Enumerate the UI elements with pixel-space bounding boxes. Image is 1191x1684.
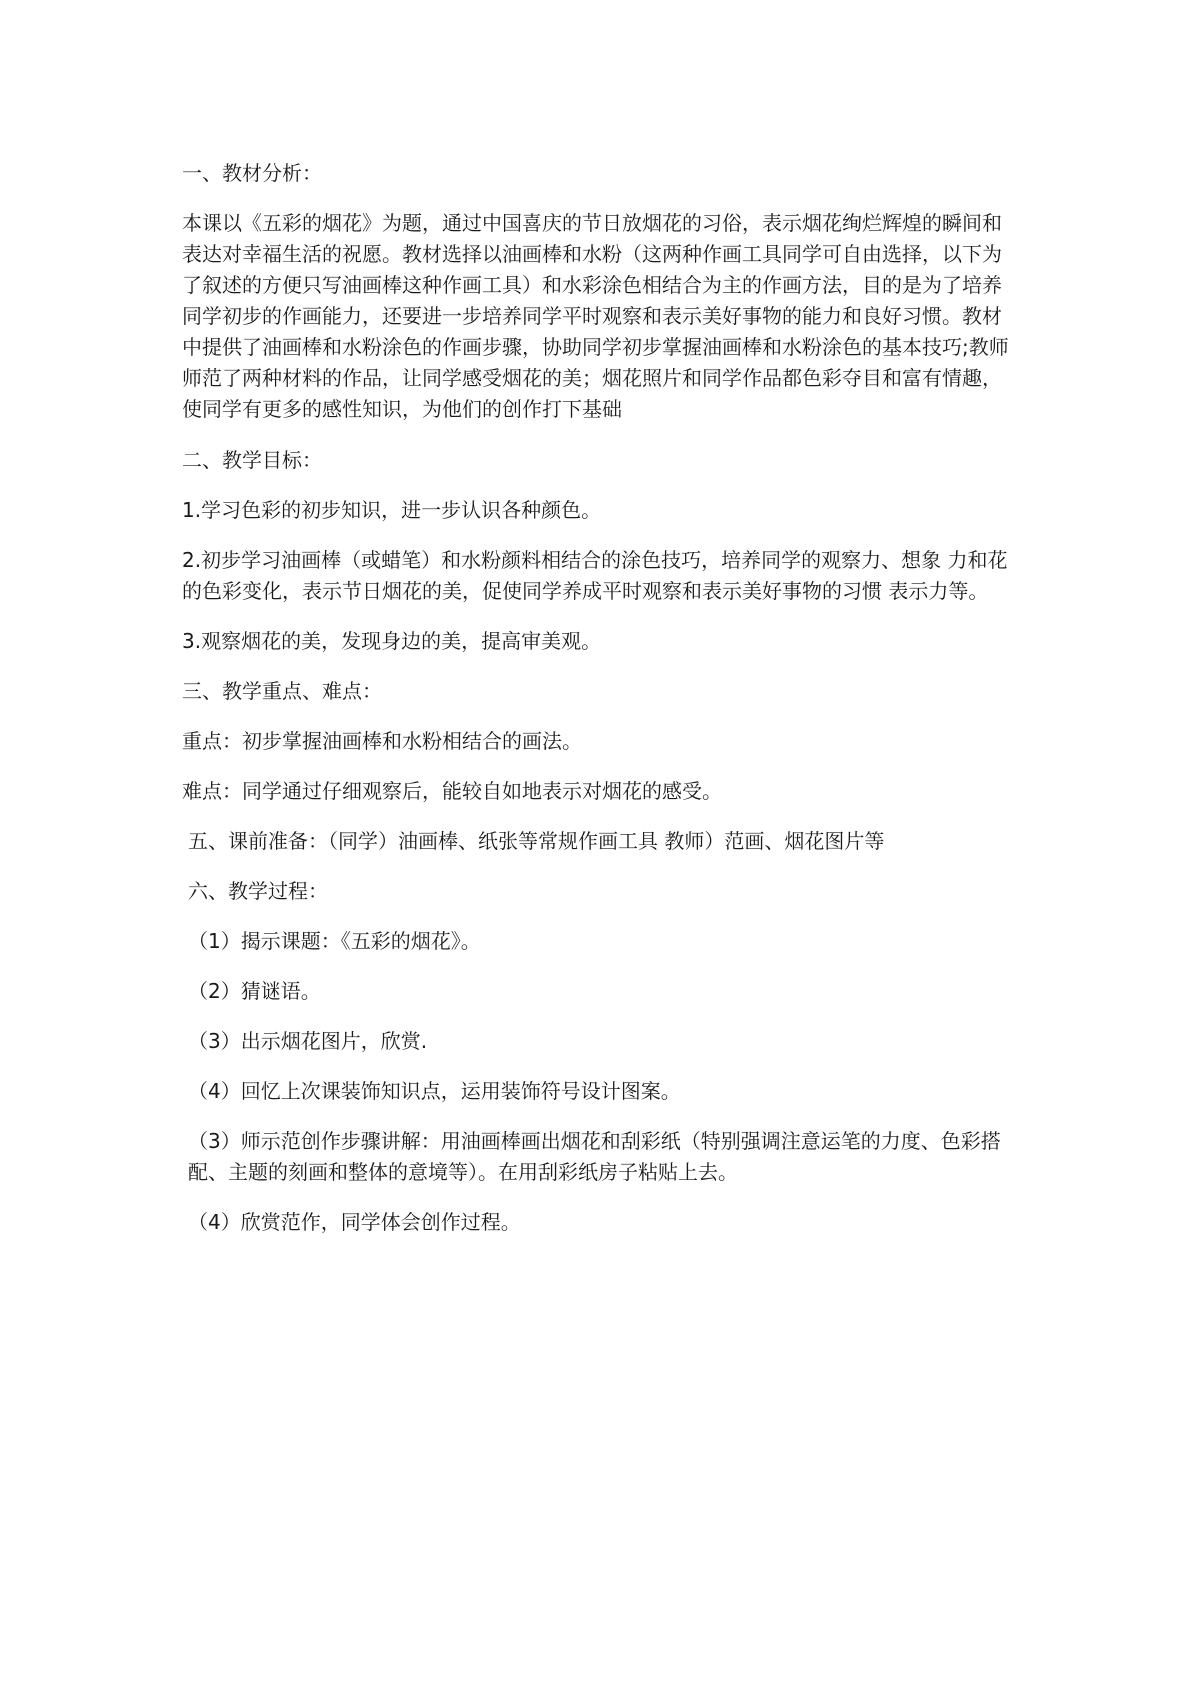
section-heading-goals: 二、教学目标： bbox=[182, 448, 322, 472]
goal-item-2: 2.初步学习油画棒（或蜡笔）和水粉颜料相结合的涂色技巧，培养同学的观察力、想象 力和花的色彩变化，表示节日烟花的美，促使同学养成平时观察和表示美好事物的习惯 表示力等。 bbox=[182, 548, 1008, 603]
analysis-paragraph: 本课以《五彩的烟花》为题，通过中国喜庆的节日放烟花的习俗，表示烟花绚烂辉煌的瞬间和表达对幸福生活的祝愿。教材选择以油画棒和水粉（这两种作画工具同学可自由选择，以下为了叙述的方便只写油画棒这种作画工具）和水彩涂色相结合为主的作画方法，目的是为了培养同学初步的作画能力，还要进一步培养同学平时观察和表示美好事物的能力和良好习惯。教材中提供了油画棒和水粉涂色的作画步骤，协助同学初步掌握油画棒和水粉涂色的基本技巧;教师师范了两种材料的作品，让同学感受烟花的美；烟花照片和同学作品都色彩夺目和富有情趣，使同学有更多的感性知识，为他们的创作打下基础 bbox=[182, 211, 1009, 421]
section-heading-process: 六、教学过程： bbox=[188, 879, 328, 903]
section-heading-analysis: 一、教材分析： bbox=[182, 161, 322, 185]
key-point: 重点：初步掌握油画棒和水粉相结合的画法。 bbox=[182, 729, 582, 753]
document-content bbox=[182, 158, 1017, 1257]
process-step-6: （4）欣赏范作，同学体会创作过程。 bbox=[188, 1210, 521, 1234]
difficulty-point: 难点：同学通过仔细观察后，能较自如地表示对烟花的感受。 bbox=[182, 779, 722, 803]
section-heading-key-points: 三、教学重点、难点： bbox=[182, 679, 382, 703]
process-step-5: （3）师示范创作步骤讲解：用油画棒画出烟花和刮彩纸（特别强调注意运笔的力度、色彩搭配、主题的刻画和整体的意境等）。在用刮彩纸房子粘贴上去。 bbox=[188, 1129, 1001, 1184]
process-step-3: （3）出示烟花图片，欣赏. bbox=[188, 1029, 428, 1053]
goal-item-1: 1.学习色彩的初步知识，进一步认识各种颜色。 bbox=[182, 498, 602, 522]
goal-item-3: 3.观察烟花的美，发现身边的美，提高审美观。 bbox=[182, 629, 602, 653]
process-step-2: （2）猜谜语。 bbox=[188, 979, 321, 1003]
process-step-4: （4）回忆上次课装饰知识点，运用装饰符号设计图案。 bbox=[188, 1079, 681, 1103]
process-step-1: （1）揭示课题：《五彩的烟花》。 bbox=[188, 929, 481, 953]
preparation-line: 五、课前准备：（同学）油画棒、纸张等常规作画工具 教师）范画、烟花图片等 bbox=[188, 829, 885, 853]
